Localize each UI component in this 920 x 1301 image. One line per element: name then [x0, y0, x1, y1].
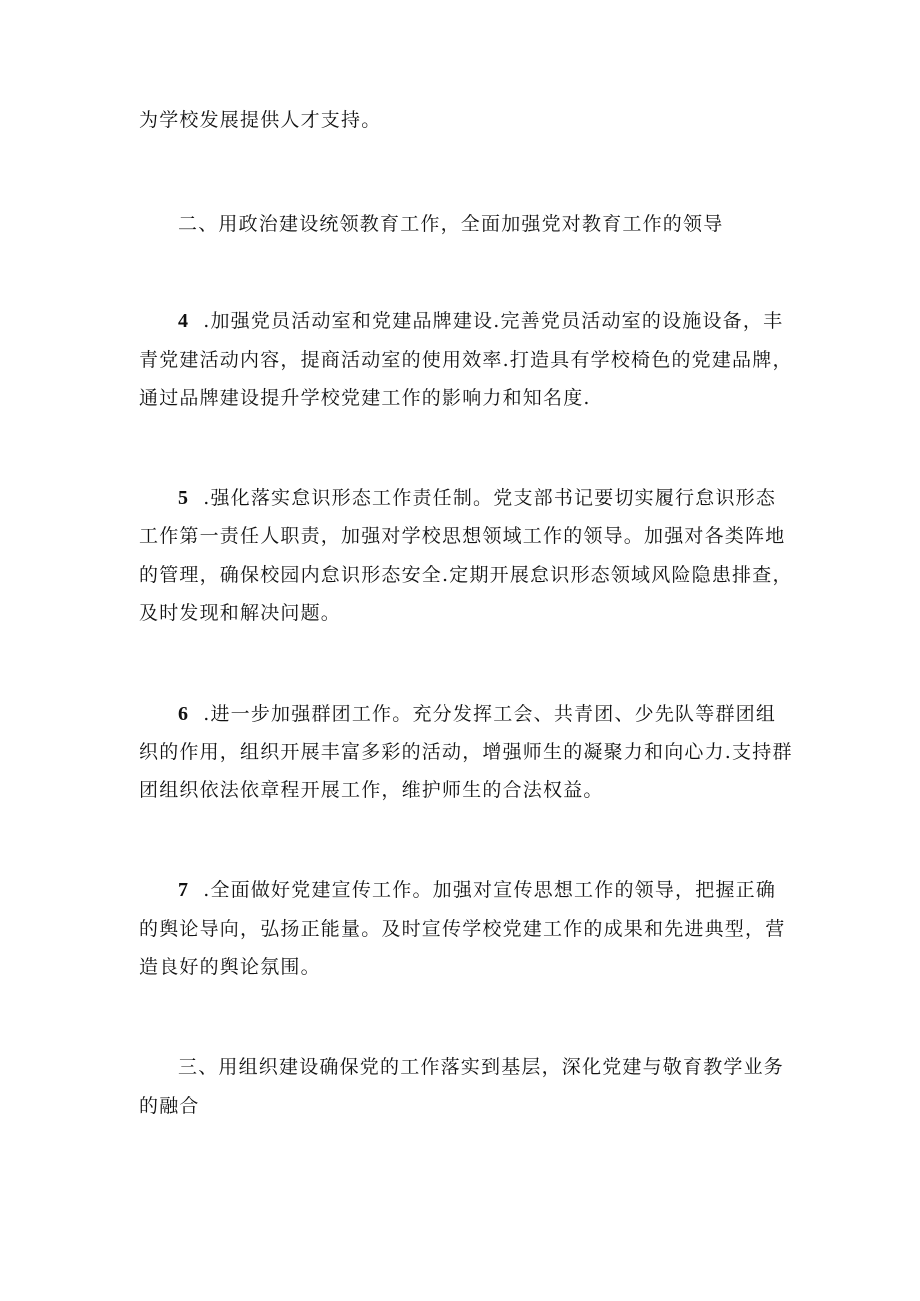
list-item-first-line — [178, 486, 776, 510]
paragraph-line: 造良好的舆论氛围。 — [139, 956, 321, 978]
item-text: .全面做好党建宣传工作。加强对宣传思想工作的领导，把握正确 — [203, 879, 777, 901]
section-heading: 二、用政治建设统领教育工作，全面加强党对教育工作的领导 — [178, 213, 724, 235]
item-number: 4 — [178, 310, 190, 332]
paragraph-line: 的舆论导向，弘扬正能量。及时宣传学校党建工作的成果和先进典型，营 — [139, 918, 786, 940]
paragraph-line: 工作第一责任人职责，加强对学校思想领域工作的领导。加强对各类阵地 — [139, 525, 786, 547]
item-number: 6 — [178, 703, 190, 725]
item-number: 7 — [178, 879, 190, 901]
item-text: .加强党员活动室和党建品牌建设.完善党员活动室的设施设备，丰 — [203, 310, 784, 332]
list-item-first-line — [178, 309, 783, 333]
paragraph-line: 为学校发展提供人才支持。 — [139, 109, 382, 131]
paragraph-line: 织的作用，组织开展丰富多彩的活动，增强师生的凝聚力和向心力.支持群 — [139, 741, 793, 763]
paragraph-line: 青党建活动内容，提商活动室的使用效率.打造具有学校椅色的党建品牌， — [139, 349, 793, 371]
paragraph-line: 的管理，确保校园内怠识形态安全.定期开展怠识形态领域风险隐患排查， — [139, 564, 793, 586]
section-heading-continuation: 的融合 — [139, 1095, 200, 1117]
item-number: 5 — [178, 487, 190, 509]
list-item-first-line — [178, 878, 776, 902]
paragraph-line: 团组织依法依章程开展工作，维护师生的合法权益。 — [139, 779, 604, 801]
item-text: .进一步加强群团工作。充分发挥工会、共青团、少先队等群团组 — [203, 703, 777, 725]
section-heading: 三、用组织建设确保党的工作落实到基层，深化党建与敬育教学业务 — [178, 1056, 785, 1078]
paragraph-line: 通过品牌建设提升学校党建工作的影响力和知名度. — [139, 387, 591, 409]
item-text: .强化落实怠识形态工作责任制。党支部书记要切实履行怠识形态 — [203, 487, 777, 509]
list-item-first-line — [178, 702, 776, 726]
paragraph-line: 及时发现和解决问题。 — [139, 602, 342, 624]
